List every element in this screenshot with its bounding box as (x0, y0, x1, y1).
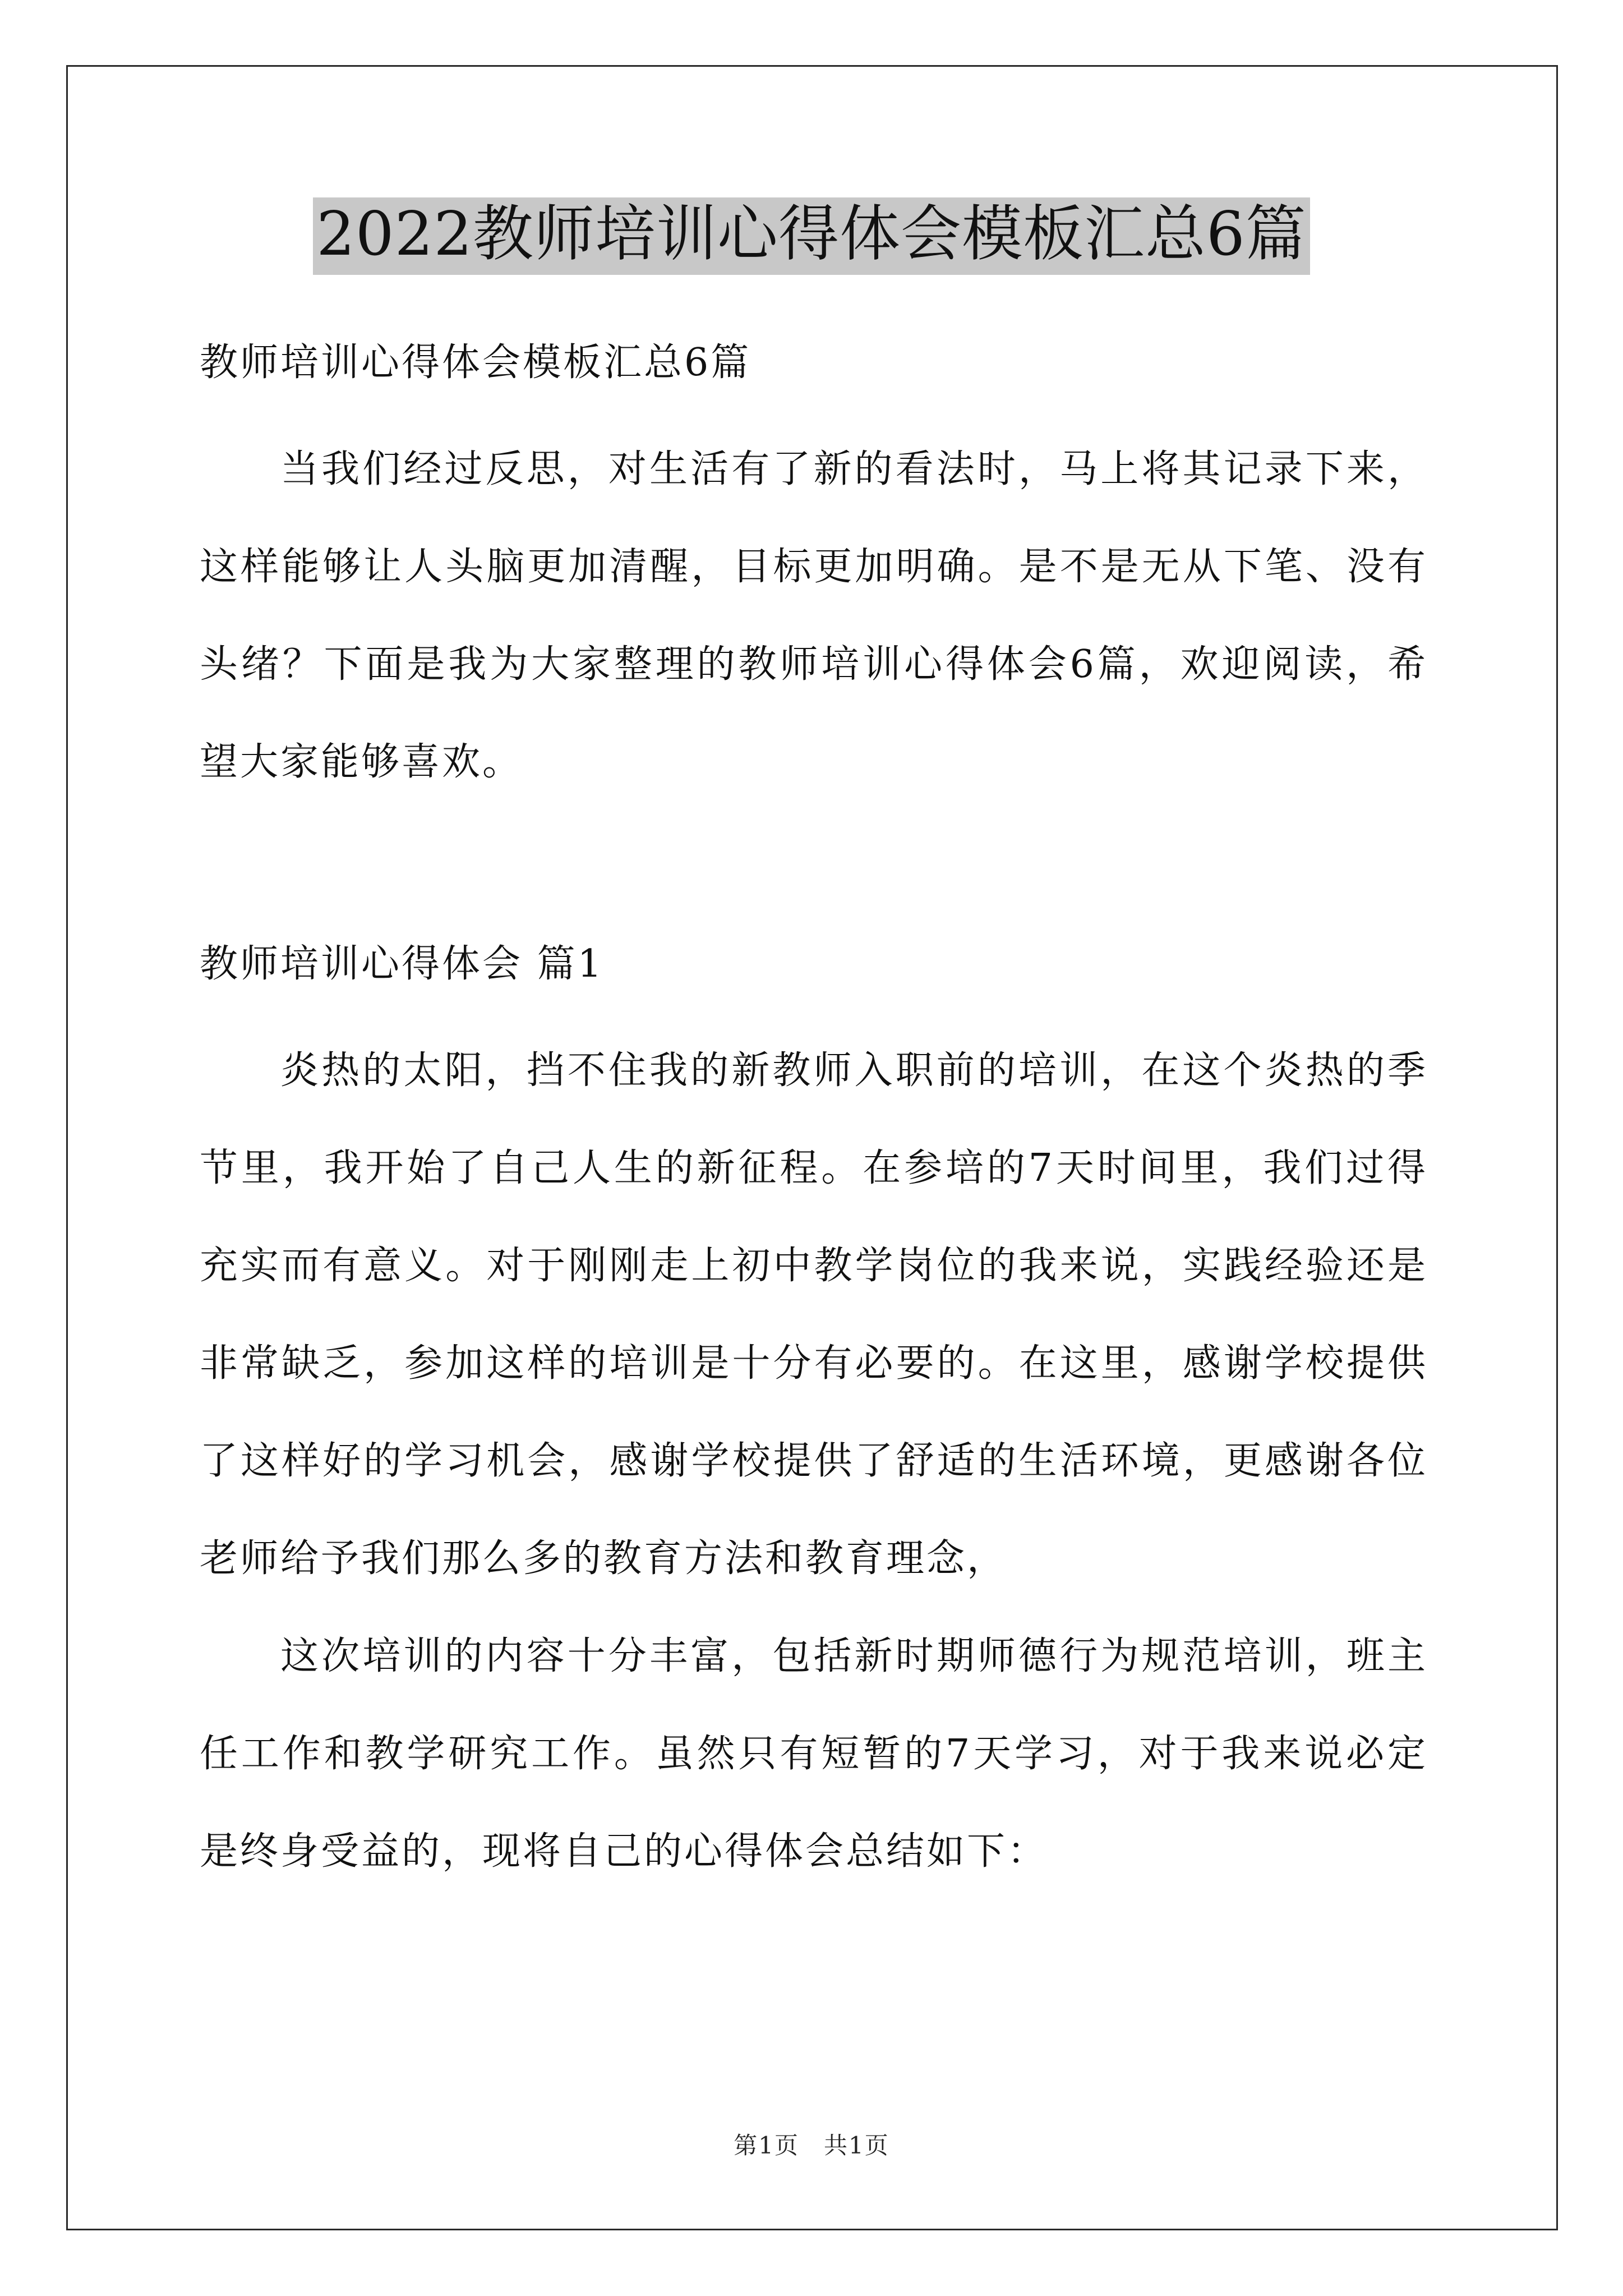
body-paragraph: 炎热的太阳，挡不住我的新教师入职前的培训，在这个炎热的季节里，我开始了自己人生的新征程。在参培的7天时间里，我们过得充实而有意义。对于刚刚走上初中教学岗位的我来说，实践经验还是非常缺乏，参加这样的培训是十分有必要的。在这里，感谢学校提供了这样好的学习机会，感谢学校提供了舒适的生活环境，更感谢各位老师给予我们那么多的教育方法和教育理念， (200, 1048, 1428, 1581)
section-heading: 教师培训心得体会 篇1 (200, 942, 604, 986)
intro-paragraph: 当我们经过反思，对生活有了新的看法时，马上将其记录下来，这样能够让人头脑更加清醒，目标更加明确。是不是无从下笔、没有头绪？下面是我为大家整理的教师培训心得体会6篇，欢迎阅读，希望大家能够喜欢。 (200, 447, 1428, 784)
document-body (200, 314, 1428, 1901)
document-subtitle: 教师培训心得体会模板汇总6篇 (200, 341, 751, 385)
document-title (0, 197, 1623, 275)
document-title-text: 2022教师培训心得体会模板汇总6篇 (313, 197, 1310, 275)
page-footer: 第1页 共1页 (734, 2132, 889, 2159)
body-paragraph: 这次培训的内容十分丰富，包括新时期师德行为规范培训，班主任工作和教学研究工作。虽然只有短暂的7天学习，对于我来说必定是终身受益的，现将自己的心得体会总结如下： (200, 1634, 1428, 1874)
